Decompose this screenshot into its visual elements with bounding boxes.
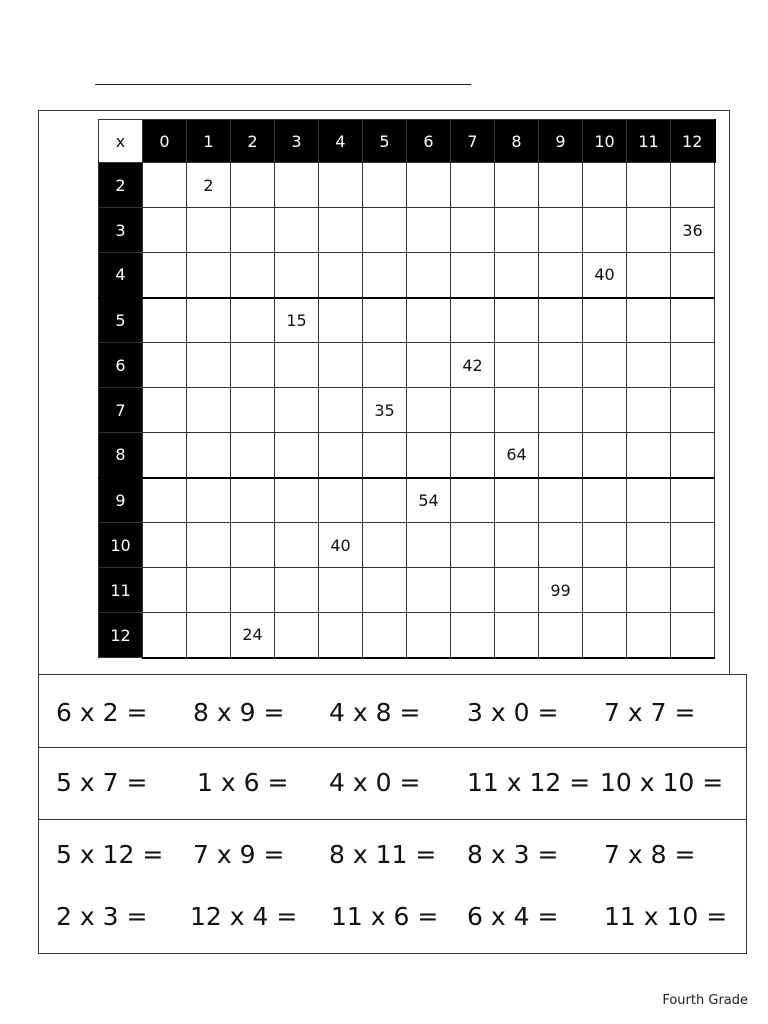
- fact-item: 11 x 10 =: [604, 902, 728, 931]
- answer-cell[interactable]: [539, 343, 583, 388]
- table-row: [99, 163, 715, 208]
- column-header: 8: [495, 120, 539, 163]
- answer-cell[interactable]: [627, 523, 671, 568]
- answer-cell[interactable]: [143, 208, 187, 253]
- answer-cell[interactable]: [363, 523, 407, 568]
- answer-cell[interactable]: [539, 433, 583, 478]
- row-header: 11: [99, 568, 143, 613]
- answer-cell[interactable]: [671, 163, 715, 208]
- answer-cell[interactable]: [539, 523, 583, 568]
- row-header: 4: [99, 253, 143, 298]
- row-header: 8: [99, 433, 143, 478]
- answer-cell[interactable]: [363, 478, 407, 523]
- row-header: 5: [99, 298, 143, 343]
- column-header: 5: [363, 120, 407, 163]
- answer-cell[interactable]: [187, 523, 231, 568]
- answer-cell[interactable]: [671, 433, 715, 478]
- multiplication-table-wrapper: [98, 119, 716, 659]
- row-header: 10: [99, 523, 143, 568]
- answer-cell[interactable]: [231, 433, 275, 478]
- fact-item: 12 x 4 =: [190, 902, 298, 931]
- answer-cell[interactable]: 99: [539, 568, 583, 613]
- answer-cell[interactable]: [275, 208, 319, 253]
- answer-cell[interactable]: [231, 523, 275, 568]
- table-row: [99, 478, 715, 523]
- name-line[interactable]: [95, 84, 471, 85]
- answer-cell[interactable]: [583, 568, 627, 613]
- facts-row-3: [39, 825, 746, 885]
- answer-cell[interactable]: [187, 208, 231, 253]
- table-row: [99, 568, 715, 613]
- answer-cell[interactable]: [407, 568, 451, 613]
- answer-cell[interactable]: 40: [583, 253, 627, 298]
- answer-cell[interactable]: [143, 433, 187, 478]
- answer-cell[interactable]: [407, 208, 451, 253]
- table-row: [99, 388, 715, 433]
- answer-cell[interactable]: [363, 208, 407, 253]
- answer-cell[interactable]: [143, 568, 187, 613]
- answer-cell[interactable]: [143, 523, 187, 568]
- answer-cell[interactable]: 42: [451, 343, 495, 388]
- answer-cell[interactable]: [363, 343, 407, 388]
- answer-cell[interactable]: [407, 298, 451, 343]
- fact-item: 6 x 4 =: [467, 902, 559, 931]
- answer-cell[interactable]: [363, 433, 407, 478]
- column-header: 1: [187, 120, 231, 163]
- answer-cell[interactable]: [451, 433, 495, 478]
- table-row: [99, 208, 715, 253]
- column-header: 4: [319, 120, 363, 163]
- answer-cell[interactable]: [187, 478, 231, 523]
- answer-cell[interactable]: [275, 568, 319, 613]
- answer-cell[interactable]: [363, 163, 407, 208]
- answer-cell[interactable]: [627, 208, 671, 253]
- answer-cell[interactable]: [275, 523, 319, 568]
- answer-cell[interactable]: [319, 433, 363, 478]
- answer-cell[interactable]: [275, 343, 319, 388]
- corner-cell: x: [99, 120, 143, 163]
- answer-cell[interactable]: [363, 568, 407, 613]
- answer-cell[interactable]: [495, 523, 539, 568]
- table-row: [99, 298, 715, 343]
- answer-cell[interactable]: [319, 163, 363, 208]
- answer-cell[interactable]: [319, 253, 363, 298]
- fact-item: 8 x 3 =: [467, 840, 559, 869]
- answer-cell[interactable]: [451, 568, 495, 613]
- column-header: 11: [627, 120, 671, 163]
- column-header: 12: [671, 120, 715, 163]
- answer-cell[interactable]: [363, 613, 407, 658]
- fact-item: 5 x 7 =: [56, 768, 148, 797]
- answer-cell[interactable]: 24: [231, 613, 275, 658]
- fact-item: 7 x 7 =: [604, 698, 696, 727]
- answer-cell[interactable]: [407, 433, 451, 478]
- answer-cell[interactable]: [583, 343, 627, 388]
- answer-cell[interactable]: [539, 298, 583, 343]
- answer-cell[interactable]: [143, 163, 187, 208]
- answer-cell[interactable]: [319, 208, 363, 253]
- answer-cell[interactable]: [275, 253, 319, 298]
- answer-cell[interactable]: [671, 343, 715, 388]
- answer-cell[interactable]: [495, 163, 539, 208]
- answer-cell[interactable]: [187, 298, 231, 343]
- column-header: 9: [539, 120, 583, 163]
- answer-cell[interactable]: [187, 388, 231, 433]
- answer-cell[interactable]: [583, 523, 627, 568]
- answer-cell[interactable]: [407, 343, 451, 388]
- answer-cell[interactable]: [231, 343, 275, 388]
- answer-cell[interactable]: [231, 568, 275, 613]
- answer-cell[interactable]: [583, 433, 627, 478]
- answer-cell[interactable]: 35: [363, 388, 407, 433]
- row-header: 6: [99, 343, 143, 388]
- answer-cell[interactable]: [143, 613, 187, 658]
- answer-cell[interactable]: [319, 343, 363, 388]
- answer-cell[interactable]: [495, 208, 539, 253]
- answer-cell[interactable]: [275, 613, 319, 658]
- column-header: 2: [231, 120, 275, 163]
- column-header: 3: [275, 120, 319, 163]
- facts-row-2: [39, 747, 746, 820]
- answer-cell[interactable]: 15: [275, 298, 319, 343]
- answer-cell[interactable]: [583, 613, 627, 658]
- answer-cell[interactable]: [319, 388, 363, 433]
- answer-cell[interactable]: [627, 298, 671, 343]
- table-row: [99, 523, 715, 568]
- row-header: 2: [99, 163, 143, 208]
- column-header: 7: [451, 120, 495, 163]
- answer-cell[interactable]: [407, 163, 451, 208]
- answer-cell[interactable]: [275, 163, 319, 208]
- row-header: 3: [99, 208, 143, 253]
- multiplication-facts-box: [38, 674, 747, 954]
- table-row: [99, 613, 715, 658]
- answer-cell[interactable]: [319, 298, 363, 343]
- table-row: [99, 433, 715, 478]
- answer-cell[interactable]: [539, 478, 583, 523]
- answer-cell[interactable]: [539, 388, 583, 433]
- answer-cell[interactable]: [671, 613, 715, 658]
- answer-cell[interactable]: [539, 253, 583, 298]
- answer-cell[interactable]: [495, 478, 539, 523]
- answer-cell[interactable]: [451, 478, 495, 523]
- answer-cell[interactable]: 64: [495, 433, 539, 478]
- column-header: 10: [583, 120, 627, 163]
- answer-cell[interactable]: [451, 523, 495, 568]
- fact-item: 7 x 9 =: [193, 840, 285, 869]
- answer-cell[interactable]: [275, 478, 319, 523]
- answer-cell[interactable]: [583, 208, 627, 253]
- answer-cell[interactable]: [627, 253, 671, 298]
- table-row: [99, 253, 715, 298]
- row-header: 9: [99, 478, 143, 523]
- answer-cell[interactable]: 36: [671, 208, 715, 253]
- answer-cell[interactable]: [671, 388, 715, 433]
- answer-cell[interactable]: [671, 253, 715, 298]
- answer-cell[interactable]: [407, 388, 451, 433]
- answer-cell[interactable]: [231, 388, 275, 433]
- answer-cell[interactable]: [363, 253, 407, 298]
- answer-cell[interactable]: [275, 433, 319, 478]
- answer-cell[interactable]: [583, 163, 627, 208]
- answer-cell[interactable]: [451, 253, 495, 298]
- fact-item: 5 x 12 =: [56, 840, 164, 869]
- answer-cell[interactable]: [231, 253, 275, 298]
- table-row: [99, 343, 715, 388]
- fact-item: 11 x 6 =: [331, 902, 439, 931]
- grade-label: Fourth Grade: [662, 993, 748, 1008]
- answer-cell[interactable]: 40: [319, 523, 363, 568]
- answer-cell[interactable]: [627, 163, 671, 208]
- answer-cell[interactable]: [627, 478, 671, 523]
- answer-cell[interactable]: [671, 478, 715, 523]
- answer-cell[interactable]: [407, 253, 451, 298]
- answer-cell[interactable]: [627, 388, 671, 433]
- answer-cell[interactable]: [451, 163, 495, 208]
- fact-item: 7 x 8 =: [604, 840, 696, 869]
- answer-cell[interactable]: [451, 388, 495, 433]
- answer-cell[interactable]: [143, 343, 187, 388]
- answer-cell[interactable]: [451, 208, 495, 253]
- multiplication-table: [98, 119, 716, 659]
- answer-cell[interactable]: [627, 343, 671, 388]
- answer-cell[interactable]: [187, 433, 231, 478]
- fact-item: 11 x 12 =: [467, 768, 591, 797]
- answer-cell[interactable]: [407, 613, 451, 658]
- answer-cell[interactable]: 2: [187, 163, 231, 208]
- facts-row-4: [39, 887, 746, 947]
- fact-item: 4 x 0 =: [329, 768, 421, 797]
- answer-cell[interactable]: [231, 208, 275, 253]
- answer-cell[interactable]: [495, 388, 539, 433]
- answer-cell[interactable]: [275, 388, 319, 433]
- fact-item: 2 x 3 =: [56, 902, 148, 931]
- answer-cell[interactable]: [143, 298, 187, 343]
- answer-cell[interactable]: [495, 298, 539, 343]
- row-header: 12: [99, 613, 143, 658]
- answer-cell[interactable]: [451, 613, 495, 658]
- fact-item: 1 x 6 =: [197, 768, 289, 797]
- column-header: 6: [407, 120, 451, 163]
- answer-cell[interactable]: [407, 523, 451, 568]
- answer-cell[interactable]: [231, 478, 275, 523]
- answer-cell[interactable]: [583, 298, 627, 343]
- answer-cell[interactable]: [319, 478, 363, 523]
- answer-cell[interactable]: [143, 253, 187, 298]
- answer-cell[interactable]: [143, 388, 187, 433]
- answer-cell[interactable]: [495, 343, 539, 388]
- answer-cell[interactable]: [671, 568, 715, 613]
- answer-cell[interactable]: [187, 613, 231, 658]
- answer-cell[interactable]: [495, 613, 539, 658]
- column-header: 0: [143, 120, 187, 163]
- answer-cell[interactable]: [187, 253, 231, 298]
- answer-cell[interactable]: [187, 568, 231, 613]
- fact-item: 10 x 10 =: [600, 768, 724, 797]
- fact-item: 8 x 11 =: [329, 840, 437, 869]
- answer-cell[interactable]: [495, 253, 539, 298]
- row-header: 7: [99, 388, 143, 433]
- answer-cell[interactable]: [539, 613, 583, 658]
- answer-cell[interactable]: [231, 298, 275, 343]
- answer-cell[interactable]: [319, 568, 363, 613]
- header-row: [99, 120, 715, 163]
- answer-cell[interactable]: [539, 163, 583, 208]
- answer-cell[interactable]: [627, 433, 671, 478]
- answer-cell[interactable]: [671, 523, 715, 568]
- answer-cell[interactable]: [319, 613, 363, 658]
- facts-row-1: [39, 680, 746, 748]
- answer-cell[interactable]: [627, 613, 671, 658]
- answer-cell[interactable]: [363, 298, 407, 343]
- answer-cell[interactable]: [451, 298, 495, 343]
- answer-cell[interactable]: [671, 298, 715, 343]
- fact-item: 6 x 2 =: [56, 698, 148, 727]
- fact-item: 4 x 8 =: [329, 698, 421, 727]
- answer-cell[interactable]: [583, 478, 627, 523]
- answer-cell[interactable]: 54: [407, 478, 451, 523]
- answer-cell[interactable]: [539, 208, 583, 253]
- answer-cell[interactable]: [231, 163, 275, 208]
- answer-cell[interactable]: [187, 343, 231, 388]
- answer-cell[interactable]: [495, 568, 539, 613]
- answer-cell[interactable]: [627, 568, 671, 613]
- answer-cell[interactable]: [583, 388, 627, 433]
- answer-cell[interactable]: [143, 478, 187, 523]
- fact-item: 3 x 0 =: [467, 698, 559, 727]
- fact-item: 8 x 9 =: [193, 698, 285, 727]
